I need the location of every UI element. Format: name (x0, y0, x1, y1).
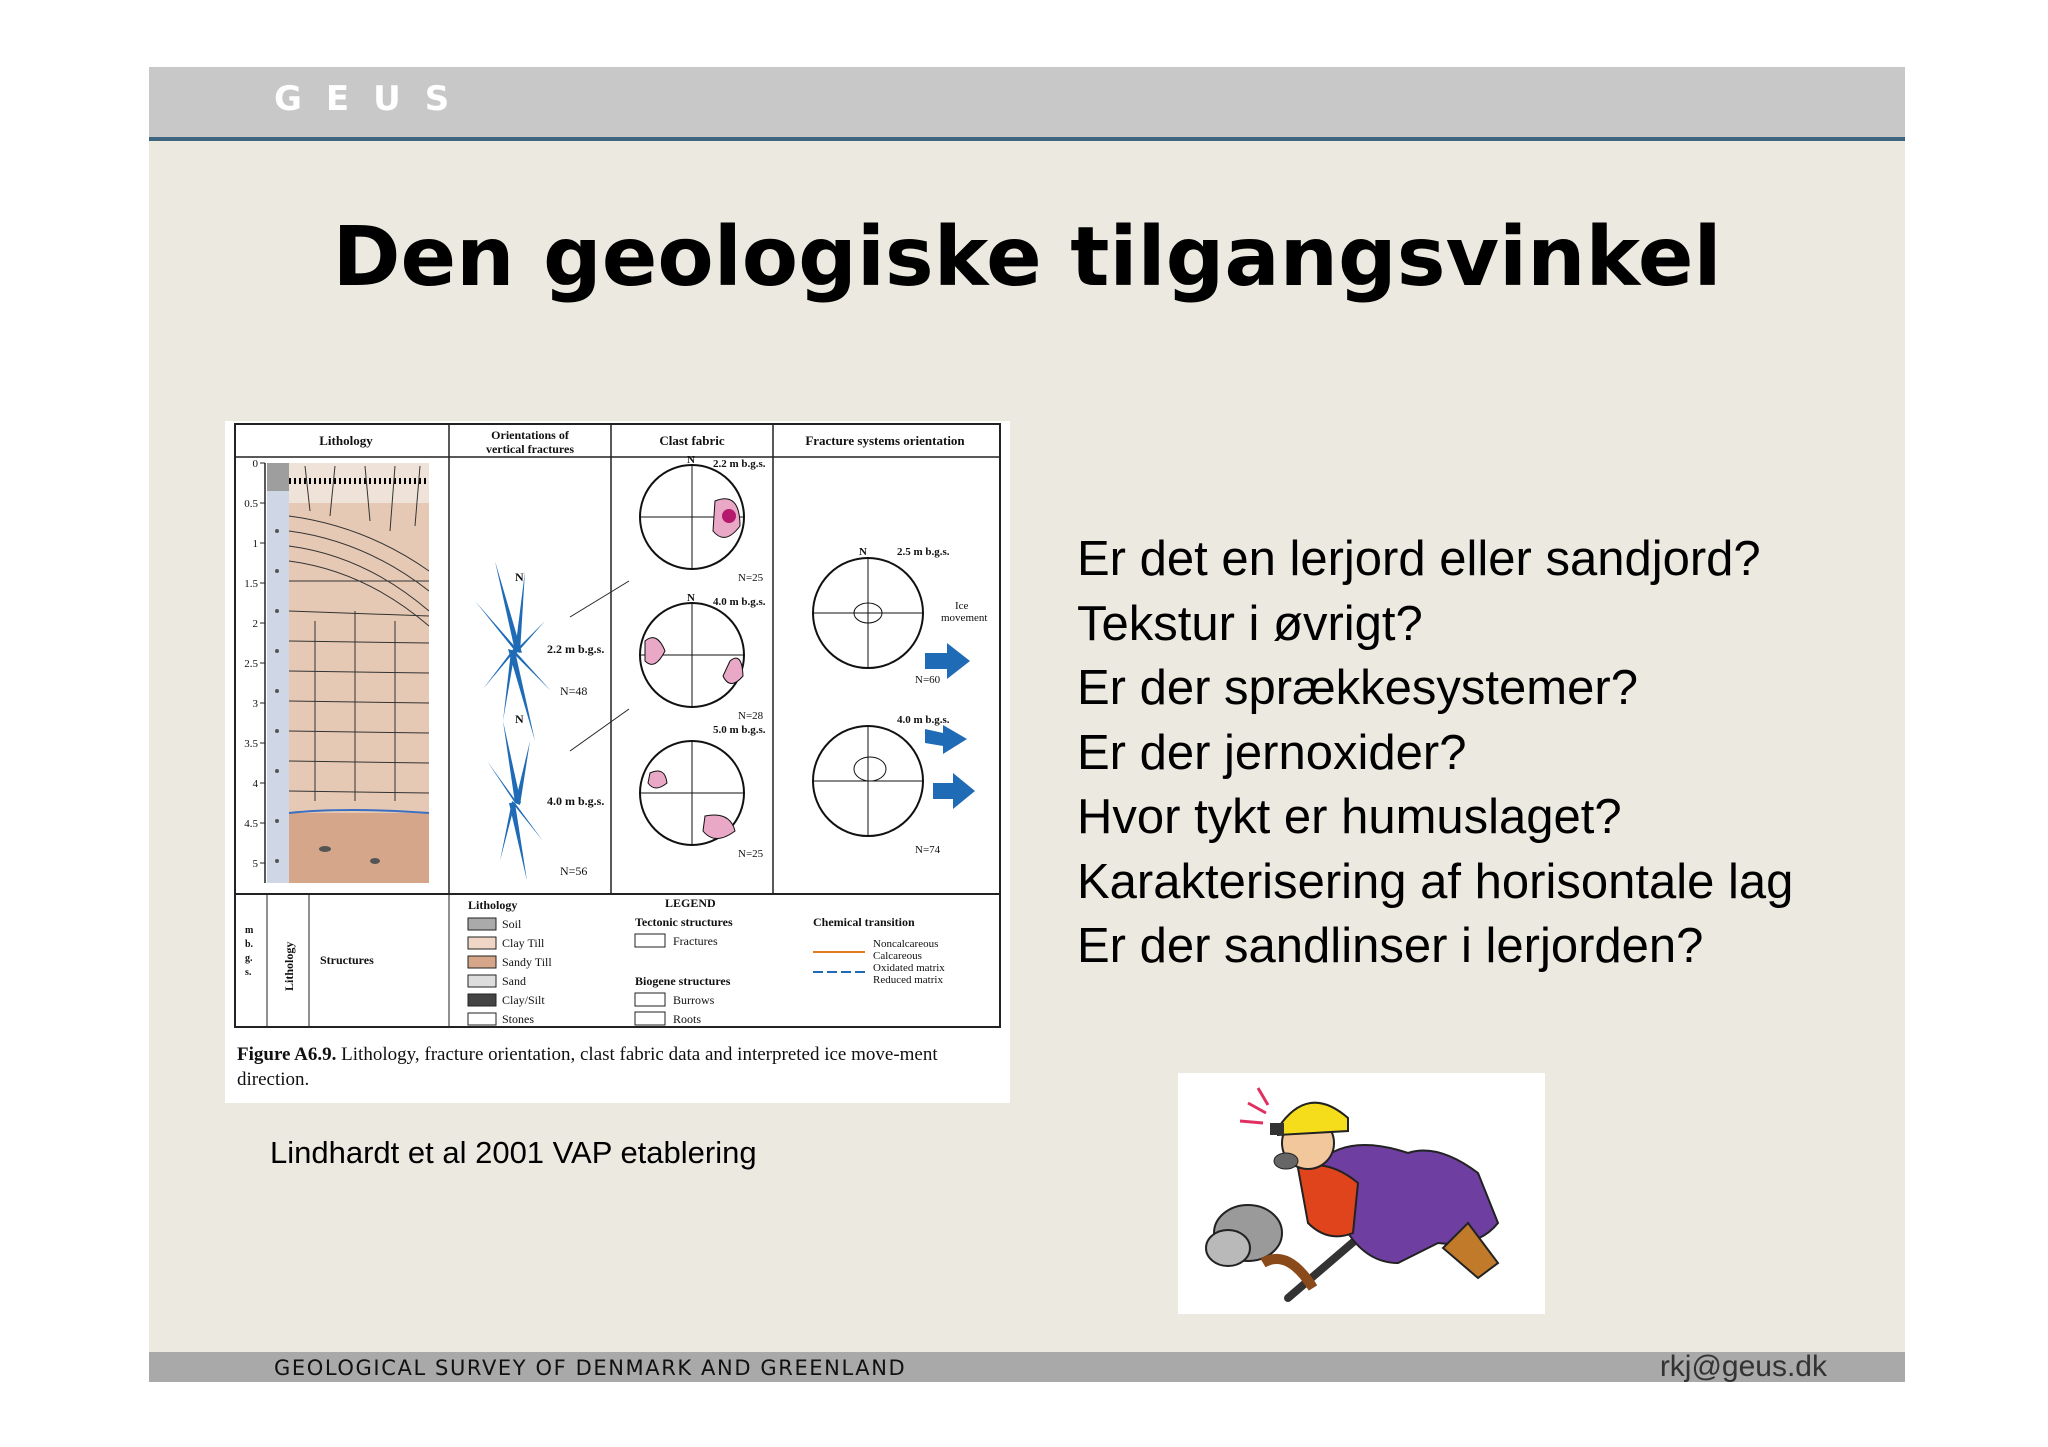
depth-tick-label: 4.5 (244, 818, 258, 830)
clast2-depth: 4.0 m b.g.s. (713, 596, 766, 608)
figure-credit: Lindhardt et al 2001 VAP etablering (270, 1135, 757, 1170)
legend-clay-silt: Clay/Silt (502, 993, 545, 1007)
question-item: Tekstur i øvrigt? (1077, 596, 1423, 651)
depth-tick-label: 5 (252, 858, 258, 870)
question-item: Er der sandlinser i lerjorden? (1077, 919, 1704, 973)
rose2-n: N=56 (560, 864, 588, 878)
col-fracture-systems: Fracture systems orientation (805, 433, 965, 448)
fracture1-n: N=60 (915, 674, 941, 686)
legend-title: LEGEND (665, 896, 716, 910)
geologist-illustration (1178, 1073, 1545, 1314)
legend-fractures: Fractures (673, 934, 718, 948)
depth-tick-label: 4 (252, 778, 258, 790)
rose2-north: N (515, 712, 524, 726)
fracture2-n: N=74 (915, 844, 941, 856)
clast2-north: N (687, 592, 695, 604)
depth-tick-label: 1.5 (244, 578, 258, 590)
depth-tick-label: 2.5 (244, 658, 258, 670)
caption-label: Figure A6.9. (237, 1044, 337, 1065)
legend-chemical-heading: Chemical transition (813, 915, 915, 929)
col-vertical-fractures: vertical fractures (485, 442, 575, 456)
axis-b: b. (245, 939, 254, 950)
question-item: Hvor tykt er humuslaget? (1077, 790, 1622, 844)
col-orientations: Orientations of (491, 428, 569, 442)
header-bar (149, 67, 1905, 141)
clast1-n: N=25 (738, 572, 764, 584)
figure-graphic (225, 421, 1010, 1103)
fracture2-depth: 4.0 m b.g.s. (897, 714, 950, 726)
legend-structures: Structures (320, 953, 374, 967)
legend-stones: Stones (502, 1012, 535, 1026)
geus-logo: GEUS (274, 79, 474, 119)
clast3-depth: 5.0 m b.g.s. (713, 724, 766, 736)
legend-lithology-heading: Lithology (468, 898, 518, 912)
legend-biogene-heading: Biogene structures (635, 974, 731, 988)
rose1-north: N (515, 570, 524, 584)
depth-tick-label: 3 (252, 698, 258, 710)
depth-tick-label: 0 (252, 458, 258, 470)
question-item: Er der jernoxider? (1077, 725, 1467, 780)
legend-burrows: Burrows (673, 993, 715, 1007)
axis-m: m (245, 925, 254, 936)
geologist-cartoon (1178, 1073, 1545, 1314)
depth-tick-label: 2 (252, 618, 258, 630)
question-item: Er det en lerjord eller sandjord? (1077, 532, 1761, 586)
clast2-n: N=28 (738, 710, 764, 722)
col-clast-fabric: Clast fabric (659, 433, 725, 448)
legend-sand: Sand (502, 974, 526, 988)
depth-tick-label: 0.5 (244, 498, 258, 510)
clast1-north: N (687, 454, 695, 466)
legend-oxidated: Oxidated matrix (873, 962, 945, 974)
col-lithology: Lithology (319, 433, 373, 448)
clast3-n: N=25 (738, 848, 764, 860)
axis-s: s. (245, 967, 252, 978)
legend-reduced: Reduced matrix (873, 974, 943, 986)
question-item: Karakterisering af horisontale lag (1077, 854, 1794, 909)
axis-g: g. (245, 953, 253, 964)
legend-clay-till: Clay Till (502, 936, 545, 950)
figure-a6-9 (225, 421, 1010, 1103)
footer-organization: GEOLOGICAL SURVEY OF DENMARK AND GREENLAND (274, 1356, 907, 1380)
legend-sandy-till: Sandy Till (502, 955, 552, 969)
legend-noncalcareous: Noncalcareous (873, 938, 939, 950)
legend-soil: Soil (502, 917, 522, 931)
figure-caption (237, 1042, 1007, 1092)
footer-email: rkj@geus.dk (1659, 1350, 1827, 1383)
movement-label: movement (941, 612, 988, 624)
legend-calcareous: Calcareous (873, 950, 922, 962)
ice-label: Ice (955, 600, 969, 612)
legend-roots: Roots (673, 1012, 702, 1026)
rose2-depth: 4.0 m b.g.s. (547, 794, 605, 808)
slide (149, 67, 1905, 1382)
clast1-depth: 2.2 m b.g.s. (713, 458, 766, 470)
footer-bar (149, 1352, 1905, 1382)
slide-title: Den geologiske tilgangsvinkel (332, 210, 1722, 305)
depth-tick-label: 1 (252, 538, 258, 550)
depth-axis (244, 458, 265, 870)
legend-tectonic-heading: Tectonic structures (635, 915, 733, 929)
rose1-depth: 2.2 m b.g.s. (547, 642, 605, 656)
legend-lithology-vertical: Lithology (282, 941, 296, 991)
depth-tick-label: 3.5 (244, 738, 258, 750)
fracture1-north: N (859, 546, 867, 558)
question-list (1077, 527, 1793, 979)
fracture1-depth: 2.5 m b.g.s. (897, 546, 950, 558)
question-item: Er der sprækkesystemer? (1077, 661, 1638, 715)
rose1-n: N=48 (560, 684, 588, 698)
caption-text: Lithology, fracture orientation, clast fabric data and interpreted ice move-ment direction. (237, 1044, 938, 1090)
